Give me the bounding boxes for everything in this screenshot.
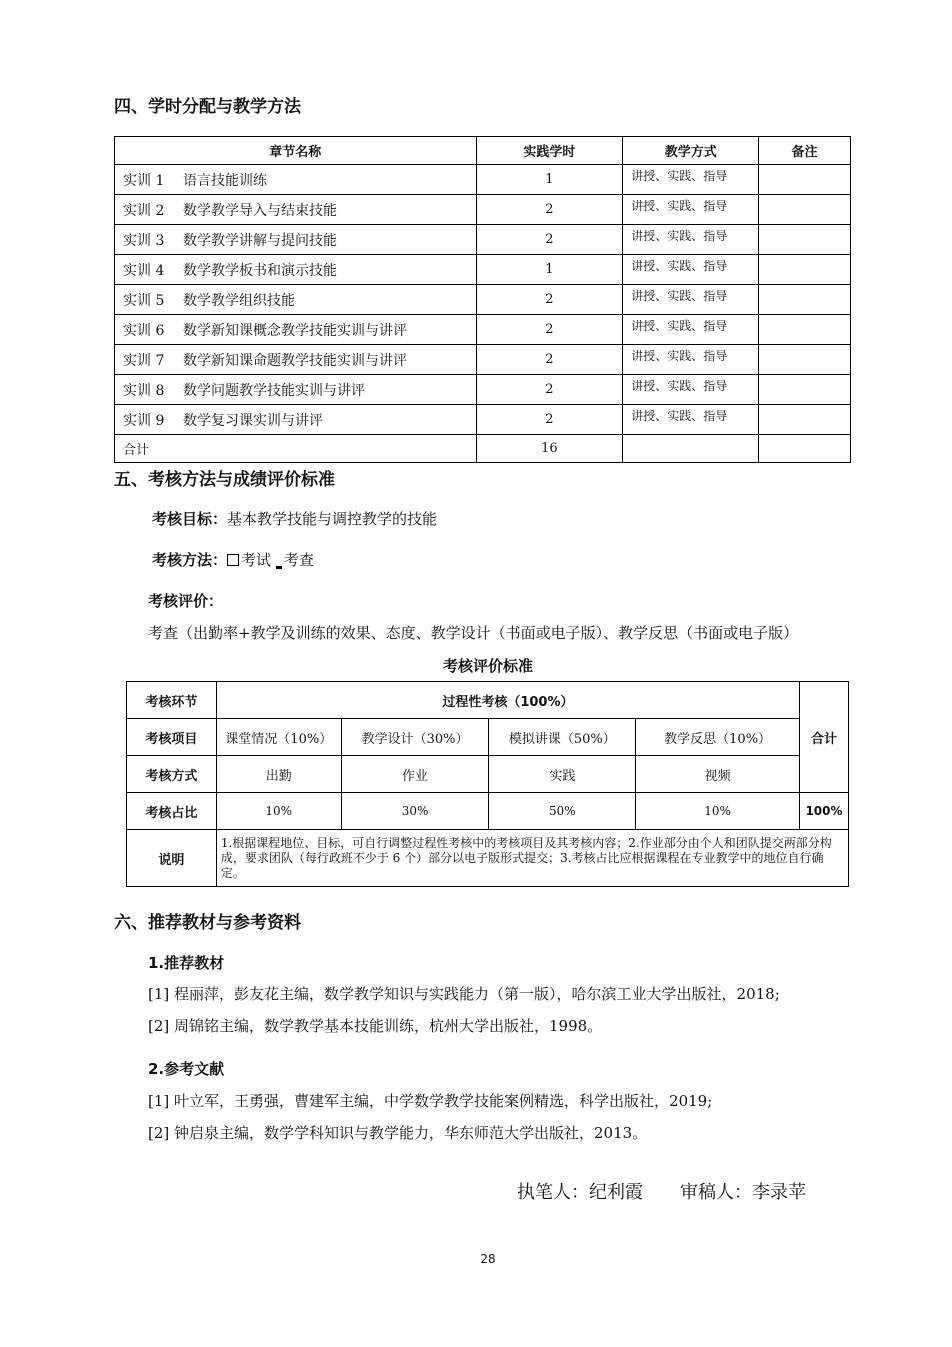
textbook-item: [2] 周锦铭主编，数学教学基本技能训练，杭州大学出版社，1998。	[148, 1017, 603, 1035]
assessment-row-stage	[127, 682, 849, 719]
row-label-ratios: 考核占比	[127, 793, 217, 830]
unit-number: 实训 6	[123, 322, 165, 339]
table-row	[115, 315, 851, 345]
unit-number: 实训 5	[123, 292, 165, 309]
header-hours: 实践学时	[476, 137, 623, 165]
assessment-row-note	[127, 830, 849, 887]
item-cell: 模拟讲课（50%）	[489, 719, 636, 756]
signature-writer: 执笔人：纪利霞	[517, 1182, 643, 1203]
unit-remark	[759, 195, 851, 225]
process-assessment: 过程性考核（100%）	[216, 682, 799, 719]
total-label: 合计	[799, 682, 848, 793]
unit-number: 实训 7	[123, 352, 165, 369]
references-heading: 2.参考文献	[148, 1060, 225, 1078]
section6-title: 六、推荐教材与参考资料	[114, 913, 301, 933]
section5-title: 五、考核方法与成绩评价标准	[114, 470, 335, 490]
assessment-row-ratios	[127, 793, 849, 830]
table-header-row	[115, 137, 851, 165]
unit-number: 实训 3	[123, 232, 165, 249]
goal-text: 基本教学技能与调控教学的技能	[227, 510, 438, 528]
textbook-item: [1] 程丽萍，彭友花主编，数学教学知识与实践能力（第一版），哈尔滨工业大学出版社，2018;	[148, 985, 780, 1003]
unit-method: 讲授、实践、指导	[623, 195, 759, 225]
unit-remark	[759, 375, 851, 405]
item-cell: 教学设计（30%）	[341, 719, 489, 756]
total-label: 合计	[115, 435, 477, 463]
unit-method: 讲授、实践、指导	[623, 165, 759, 195]
textbooks-heading: 1.推荐教材	[148, 954, 225, 972]
unit-method: 讲授、实践、指导	[623, 405, 759, 435]
goal-label: 考核目标：	[152, 510, 228, 528]
row-label-modes: 考核方式	[127, 756, 217, 793]
unit-remark	[759, 255, 851, 285]
row-label-items: 考核项目	[127, 719, 217, 756]
unit-method: 讲授、实践、指导	[623, 375, 759, 405]
mode-cell: 作业	[341, 756, 489, 793]
unit-number: 实训 1	[123, 172, 165, 189]
mode-cell: 视频	[636, 756, 800, 793]
assessment-method	[152, 549, 314, 570]
unit-hours: 1	[476, 165, 623, 195]
unit-number: 实训 8	[123, 382, 165, 399]
ratio-total: 100%	[799, 793, 848, 830]
table-row	[115, 405, 851, 435]
unit-name: 数学教学组织技能	[183, 292, 295, 309]
unit-remark	[759, 165, 851, 195]
unit-name: 数学新知课命题教学技能实训与讲评	[183, 352, 407, 369]
header-remark: 备注	[759, 137, 851, 165]
ratio-cell: 10%	[636, 793, 800, 830]
unit-hours: 2	[476, 345, 623, 375]
eval-text: 考查（出勤率+教学及训练的效果、态度、教学设计（书面或电子版）、教学反思（书面或电子版）	[148, 624, 799, 642]
unit-hours: 2	[476, 225, 623, 255]
eval-label: 考核评价：	[148, 592, 224, 610]
unit-remark	[759, 225, 851, 255]
row-label-note: 说明	[127, 830, 217, 887]
unit-number: 实训 2	[123, 202, 165, 219]
unit-remark	[759, 285, 851, 315]
item-cell: 课堂情况（10%）	[216, 719, 341, 756]
mode-cell: 出勤	[216, 756, 341, 793]
reference-item: [1] 叶立军，王勇强，曹建军主编，中学数学教学技能案例精选，科学出版社，2019;	[148, 1092, 713, 1110]
assessment-row-modes	[127, 756, 849, 793]
unit-name: 数学新知课概念教学技能实训与讲评	[183, 322, 407, 339]
unit-hours: 2	[476, 315, 623, 345]
unit-hours: 2	[476, 405, 623, 435]
unit-name: 数学教学板书和演示技能	[183, 262, 337, 279]
unit-method: 讲授、实践、指导	[623, 225, 759, 255]
item-cell: 教学反思（10%）	[636, 719, 800, 756]
table-row	[115, 255, 851, 285]
table-row	[115, 225, 851, 255]
unit-remark	[759, 405, 851, 435]
header-chapter: 章节名称	[115, 137, 477, 165]
table-row	[115, 195, 851, 225]
table-total-row	[115, 435, 851, 463]
table-row	[115, 165, 851, 195]
note-text: 1.根据课程地位、目标，可自行调整过程性考核中的考核项目及其考核内容；2.作业部分由个人和团队提交两部分构成，要求团队（每行政班不少于 6 个）部分以电子版形式提交；3.考核占比应根据课程在专业教学中的地位自行确定。	[216, 830, 848, 887]
unit-remark	[759, 315, 851, 345]
signature-reviewer: 审稿人：李录苹	[680, 1182, 806, 1203]
reference-item: [2] 钟启泉主编，数学学科知识与教学能力，华东师范大学出版社，2013。	[148, 1124, 648, 1142]
mode-cell: 实践	[489, 756, 636, 793]
total-hours: 16	[476, 435, 623, 463]
unit-name: 数学问题教学技能实训与讲评	[183, 382, 365, 399]
assessment-row-items	[127, 719, 849, 756]
unit-number: 实训 4	[123, 262, 165, 279]
unit-name: 数学教学导入与结束技能	[183, 202, 337, 219]
unit-number: 实训 9	[123, 412, 165, 429]
method-option-exam: 考试	[241, 551, 272, 569]
unit-hours: 2	[476, 375, 623, 405]
unit-hours: 2	[476, 195, 623, 225]
unit-method: 讲授、实践、指导	[623, 345, 759, 375]
table-row	[115, 375, 851, 405]
method-option-check: 考查	[283, 551, 314, 569]
unit-method: 讲授、实践、指导	[623, 315, 759, 345]
section4-title: 四、学时分配与教学方法	[114, 97, 301, 117]
unit-name: 数学复习课实训与讲评	[183, 412, 323, 429]
unit-method: 讲授、实践、指导	[623, 285, 759, 315]
unit-name: 语言技能训练	[183, 172, 267, 189]
header-method: 教学方式	[623, 137, 759, 165]
unit-name: 数学教学讲解与提问技能	[183, 232, 337, 249]
row-label-stage: 考核环节	[127, 682, 217, 719]
hours-table	[114, 136, 851, 463]
checkmark-icon	[276, 566, 282, 569]
unit-remark	[759, 345, 851, 375]
unit-hours: 2	[476, 285, 623, 315]
ratio-cell: 10%	[216, 793, 341, 830]
method-label: 考核方法：	[152, 551, 228, 569]
assessment-table	[126, 681, 849, 887]
ratio-cell: 50%	[489, 793, 636, 830]
checkbox-empty-icon	[227, 554, 239, 566]
unit-method: 讲授、实践、指导	[623, 255, 759, 285]
assessment-goal	[152, 508, 437, 529]
standard-title: 考核评价标准	[442, 657, 533, 675]
table-row	[115, 345, 851, 375]
table-row	[115, 285, 851, 315]
ratio-cell: 30%	[341, 793, 489, 830]
unit-hours: 1	[476, 255, 623, 285]
page-number: 28	[480, 1252, 496, 1266]
